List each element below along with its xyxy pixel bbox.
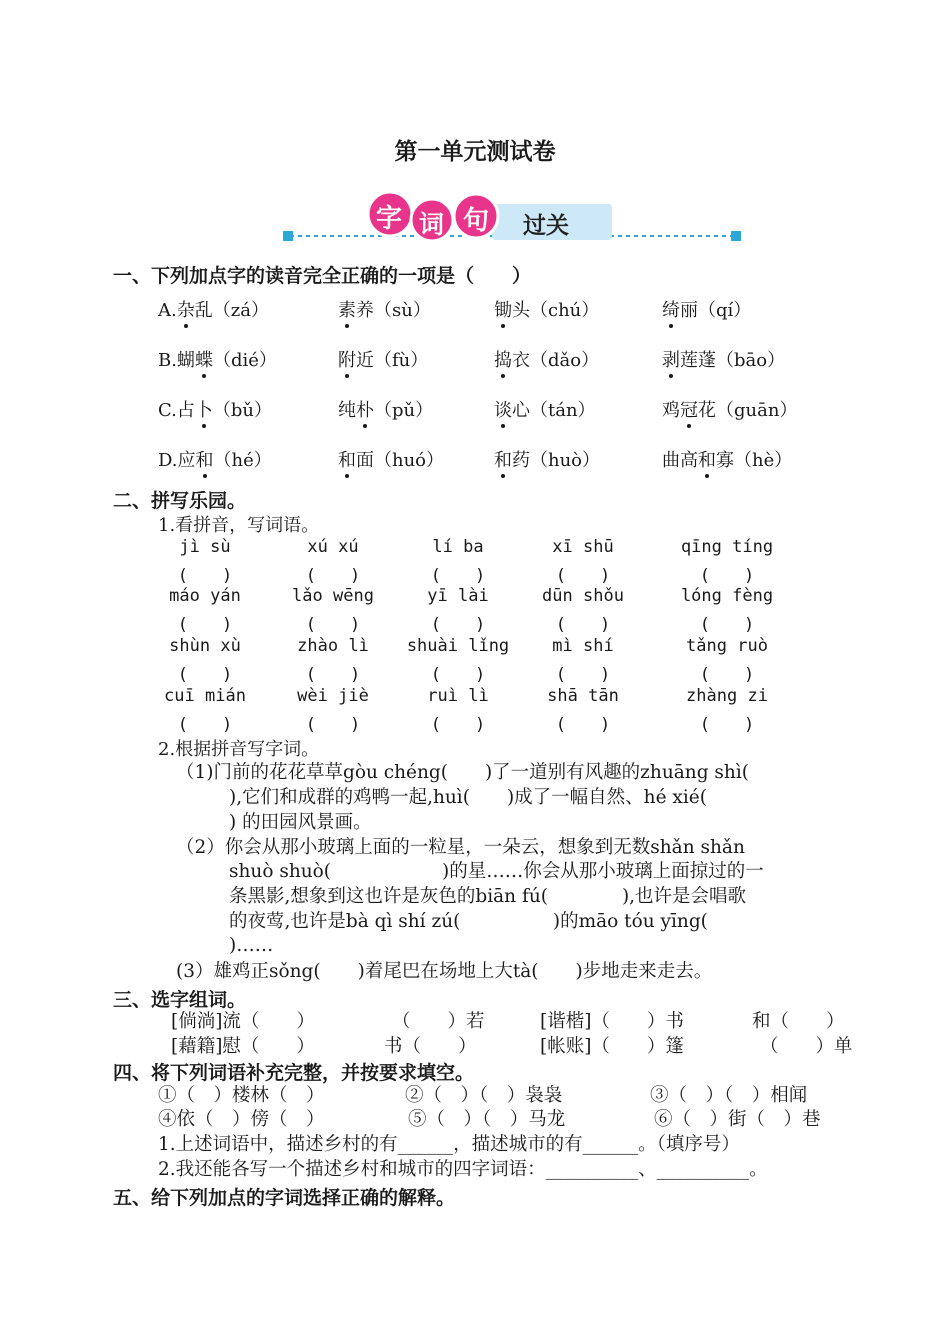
banner-char-1: 字	[376, 204, 403, 234]
q1-b-3: 捣衣（dǎo）	[494, 346, 599, 372]
q2-sub2: 2.根据拼音写字词。	[158, 739, 320, 760]
answer-blank[interactable]: ( )	[305, 665, 361, 685]
answer-blank[interactable]: ( )	[699, 715, 755, 735]
answer-blank[interactable]: ( )	[699, 566, 755, 586]
q1-heading: 一、下列加点字的读音完全正确的一项是（ ）	[113, 265, 532, 287]
page-title: 第一单元测试卷	[394, 139, 556, 165]
answer-blank[interactable]: ( )	[555, 615, 611, 635]
q1-c-2: 纯朴（pǔ）	[338, 396, 433, 422]
pinyin-item: xī shū	[552, 537, 614, 557]
q1-a-3: 锄头（chú）	[494, 296, 599, 322]
q1-a-2: 素养（sù）	[338, 296, 431, 322]
q1-c-3: 谈心（tán）	[494, 396, 596, 422]
q4-r2-2: ⑤（ ）（ ）马龙	[408, 1109, 566, 1130]
q3-r1-3: [谐楷]（ ）书	[540, 1011, 684, 1032]
answer-blank[interactable]: ( )	[699, 665, 755, 685]
q2-p3: (3）雄鸡正sǒng( )着尾巴在场地上大tà( )步地走来走去。	[176, 961, 713, 982]
pinyin-item: shā tān	[547, 686, 619, 706]
pinyin-item: cuī mián	[164, 686, 246, 706]
q2-p2-line1: （2）你会从那小玻璃上面的一粒星，一朵云，想象到无数shǎn shǎn	[176, 837, 745, 858]
q1-c-4: 鸡冠花（guān）	[662, 396, 797, 422]
q4-heading: 四、将下列词语补充完整，并按要求填空。	[113, 1062, 475, 1084]
answer-blank[interactable]: ( )	[177, 665, 233, 685]
answer-blank[interactable]: ( )	[430, 665, 486, 685]
answer-blank[interactable]: ( )	[177, 715, 233, 735]
q1-row-d	[0, 446, 950, 476]
q5-heading: 五、给下列加点的字词选择正确的解释。	[113, 1187, 456, 1209]
answer-blank[interactable]: ( )	[305, 715, 361, 735]
answer-blank[interactable]: ( )	[305, 566, 361, 586]
q1-a-1: A.杂乱（zá）	[158, 296, 269, 322]
q4-line1: 1.上述词语中，描述乡村的有______，描述城市的有______。（填序号）	[158, 1134, 740, 1155]
pinyin-item: ruì lì	[427, 686, 489, 706]
q4-line2: 2.我还能各写一个描述乡村和城市的四字词语：__________、__________。	[158, 1159, 768, 1180]
q2-p1-line3: ) 的田园风景画。	[229, 812, 372, 833]
answer-blank[interactable]: ( )	[555, 665, 611, 685]
pinyin-item: máo yán	[169, 586, 241, 606]
q2-p2-line4: 的夜莺,也许是bà qì shí zú( )的māo tóu yīng(	[229, 911, 708, 932]
q3-r1-1: [倘淌]流（ ）	[171, 1011, 315, 1032]
q3-r2-4: （ ）单	[760, 1036, 853, 1057]
banner-char-2: 词	[419, 210, 445, 239]
q2-p1-line2: ),它们和成群的鸡鸭一起,huì( )成了一幅自然、hé xié(	[229, 787, 707, 808]
banner-char-3: 句	[463, 206, 490, 236]
pinyin-item: wèi jiè	[297, 686, 369, 706]
q3-r2-2: 书（ ）	[384, 1036, 477, 1057]
q3-heading: 三、选字组词。	[113, 989, 247, 1011]
pinyin-item: qīng tíng	[680, 537, 774, 557]
pinyin-item: lǎo wēng	[292, 586, 374, 606]
pinyin-item: lóng fèng	[680, 586, 774, 606]
pinyin-item: xú xú	[307, 537, 359, 557]
q1-a-4: 绮丽（qí）	[662, 296, 751, 322]
q1-d-2: 和面（huó）	[338, 446, 444, 472]
banner-tag: 过关	[523, 213, 569, 239]
q4-r2-1: ④依（ ）傍（ ）	[158, 1109, 325, 1130]
answer-blank[interactable]: ( )	[430, 566, 486, 586]
pinyin-item: zhàng zi	[686, 686, 768, 706]
q1-d-1: D.应和（hé）	[158, 446, 272, 472]
pinyin-item: mì shí	[552, 636, 614, 656]
q2-sub1: 1.看拼音，写词语。	[158, 515, 320, 536]
answer-blank[interactable]: ( )	[305, 615, 361, 635]
q3-r2-1: [藉籍]慰（ ）	[171, 1036, 315, 1057]
q2-heading: 二、拼写乐园。	[113, 490, 247, 512]
q2-p2-line3: 条黑影,想象到这也许是灰色的biān fú( ),也许是会唱歌	[229, 886, 747, 907]
pinyin-item: dūn shǒu	[542, 586, 624, 606]
answer-blank[interactable]: ( )	[555, 566, 611, 586]
q1-d-4: 曲高和寡（hè）	[662, 446, 792, 472]
q1-row-a	[0, 296, 950, 326]
answer-blank[interactable]: ( )	[699, 615, 755, 635]
q2-p2-line2: shuò shuò( )的星……你会从那小玻璃上面掠过的一	[229, 861, 764, 882]
q1-row-c	[0, 396, 950, 426]
q4-r1-2: ②（ ）（ ）袅袅	[405, 1085, 563, 1106]
q1-d-3: 和药（huò）	[494, 446, 600, 472]
answer-blank[interactable]: ( )	[177, 566, 233, 586]
q3-r1-4: 和（ ）	[752, 1011, 845, 1032]
q4-r1-1: ①（ ）楼林（ ）	[158, 1085, 325, 1106]
section-banner	[282, 186, 742, 246]
pinyin-item: jì sù	[179, 537, 231, 557]
answer-blank[interactable]: ( )	[177, 615, 233, 635]
pinyin-item: yī lài	[427, 586, 489, 606]
pinyin-item: shuài lǐng	[406, 636, 510, 656]
pinyin-item: shùn xù	[169, 636, 241, 656]
q3-r1-2: （ ）若	[392, 1011, 485, 1032]
q1-b-1: B.蝴蝶（dié）	[158, 346, 277, 372]
q4-r2-3: ⑥（ ）街（ ）巷	[654, 1109, 821, 1130]
q1-row-b	[0, 346, 950, 376]
q2-p2-line5: )……	[229, 935, 274, 956]
q2-p1-line1: （1)门前的花花草草gòu chéng( )了一道别有风趣的zhuāng shì(	[176, 762, 749, 783]
pinyin-item: tǎng ruò	[686, 636, 768, 656]
q3-r2-3: [帐账]（ ）篷	[540, 1036, 684, 1057]
q1-c-1: C.占卜（bǔ）	[158, 396, 272, 422]
answer-blank[interactable]: ( )	[430, 615, 486, 635]
answer-blank[interactable]: ( )	[430, 715, 486, 735]
pinyin-item: lí ba	[432, 537, 484, 557]
answer-blank[interactable]: ( )	[555, 715, 611, 735]
q4-r1-3: ③（ ）（ ）相闻	[650, 1085, 808, 1106]
q1-b-4: 剥莲蓬（bāo）	[662, 346, 785, 372]
q1-b-2: 附近（fù）	[338, 346, 428, 372]
pinyin-item: zhào lì	[297, 636, 369, 656]
